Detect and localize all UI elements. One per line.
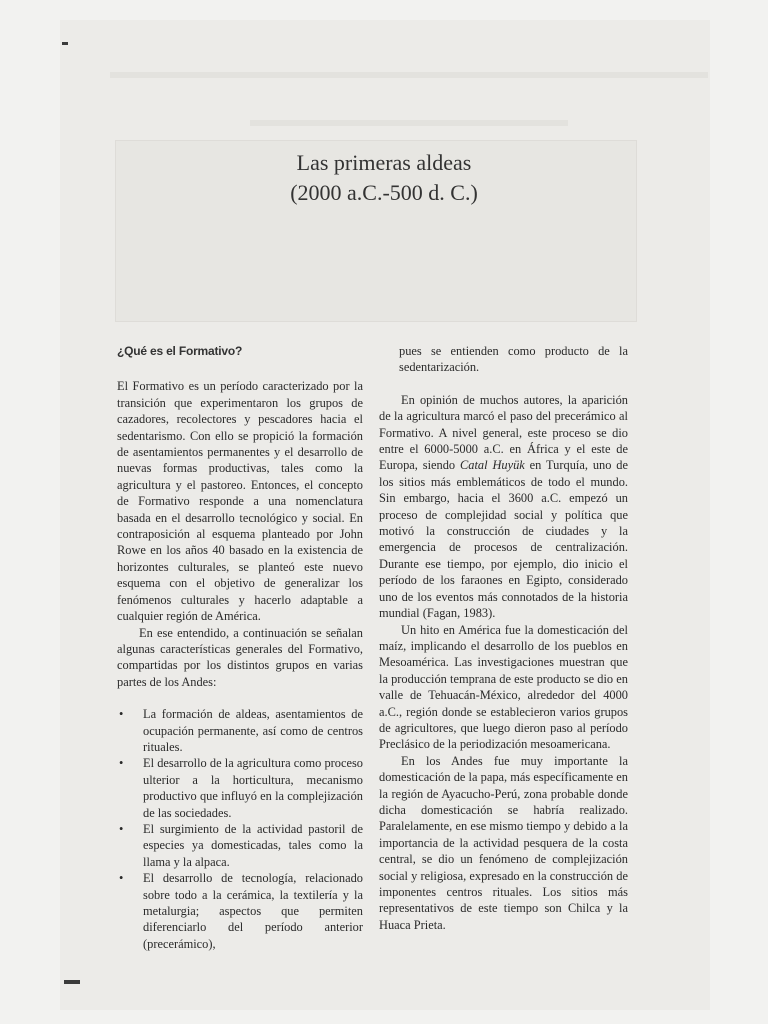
continued-list-text: pues se entienden como producto de la sedentarización. (399, 344, 628, 375)
title-line-2: (2000 a.C.-500 d. C.) (290, 180, 478, 205)
scan-mark-top (62, 42, 68, 45)
list-item-text: El desarrollo de la agricultura como proceso ulterior a la horticultura, mecanismo productivo que influyó en la complejización de las sociedades. (143, 756, 363, 820)
paragraph: Un hito en América fue la domesticación del maíz, implicando el desarrollo de los pueblos en Mesoamérica. Las investigaciones muestran que la producción temprana de este producto se dio en valle de Tehuacán-México, alrededor del 4000 a.C., región donde se establecieron varios grupos de agricultores, que luego dieron paso al período Preclásico de la periodización mesoamericana. (379, 622, 628, 752)
bleed-through-subheader (250, 120, 568, 126)
page-title (0, 148, 768, 208)
paragraph: En ese entendido, a continuación se señalan algunas características generales del Formativo, compartidas por los distintos grupos en varias partes de los Andes: (117, 625, 363, 689)
list-item (117, 755, 363, 821)
right-column (379, 343, 628, 933)
characteristics-list (117, 706, 363, 952)
bleed-through-header (110, 72, 708, 78)
paragraph: En los Andes fue muy importante la domesticación de la papa, más específicamente en la región de Ayacucho-Perú, zona probable donde dicha domesticación se habría realizado. Paralelamente, en ese mismo tiempo y debido a la importancia de la actividad pesquera de la costa central, se dio un fenómeno de complejización social y religiosa, expresado en la construcción de imponentes centros rituales. Los sitios más representativos de este tiempo son Chilca y la Huaca Prieta. (379, 753, 628, 932)
list-item (117, 821, 363, 870)
bullet-icon: • (119, 707, 124, 722)
list-item-text: La formación de aldeas, asentamientos de ocupación permanente, así como de centros rituales. (143, 707, 363, 754)
left-column (117, 343, 363, 952)
scan-mark-bottom (64, 980, 80, 984)
title-line-1: Las primeras aldeas (296, 150, 472, 175)
list-item (117, 706, 363, 755)
bullet-icon: • (119, 821, 124, 836)
list-item-text: El surgimiento de la actividad pastoril de especies ya domesticadas, tales como la llama y la alpaca. (143, 821, 363, 869)
list-item (117, 870, 363, 952)
paragraph: El Formativo es un período caracterizado por la transición que experimentaron los grupos de cazadores, recolectores y pescadores hacia el sedentarismo. Con ello se propició la formación de asentamientos permanentes y el desarrollo de nuevas formas productivas, tales como la agricultura y el pastoreo. Entonces, el concepto de Formativo responde a una nomenclatura basada en el desarrollo tecnológico y social. En contraposición al esquema planteado por John Rowe en los años 40 basado en la existencia de horizontes culturales, se planteó este nuevo esquema con el objetivo de generalizar los fenómenos culturales y hacerlo adaptable a cualquier región de América. (117, 379, 363, 624)
bullet-icon: • (119, 871, 124, 886)
list-item-text: El desarrollo de tecnología, relacionado sobre todo a la cerámica, la textilería y la metalurgia; aspectos que permiten diferenciarlo del período anterior (precerámico), (143, 871, 363, 951)
bullet-icon: • (119, 756, 124, 771)
paragraph: En opinión de muchos autores, la aparición de la agricultura marcó el paso del precerámico al Formativo. A nivel general, este proceso se dio entre el 6000-5000 a.C. en África y el este de Europa, siendo Catal Huyük en Turquía, uno de los sitios más emblemáticos de todo el mundo. Sin embargo, hacia el 3600 a.C. empezó un proceso de complejidad social y política que motivó la construcción de ciudades y la emergencia de procesos de centralización. Durante ese tiempo, por ejemplo, dio inicio el período de los faraones en Egipto, considerado uno de los eventos más connotados de la historia mundial (Fagan, 1983). (379, 392, 628, 621)
italic-site-name: Catal Huyük (460, 458, 525, 473)
section-heading: ¿Qué es el Formativo? (117, 344, 243, 358)
